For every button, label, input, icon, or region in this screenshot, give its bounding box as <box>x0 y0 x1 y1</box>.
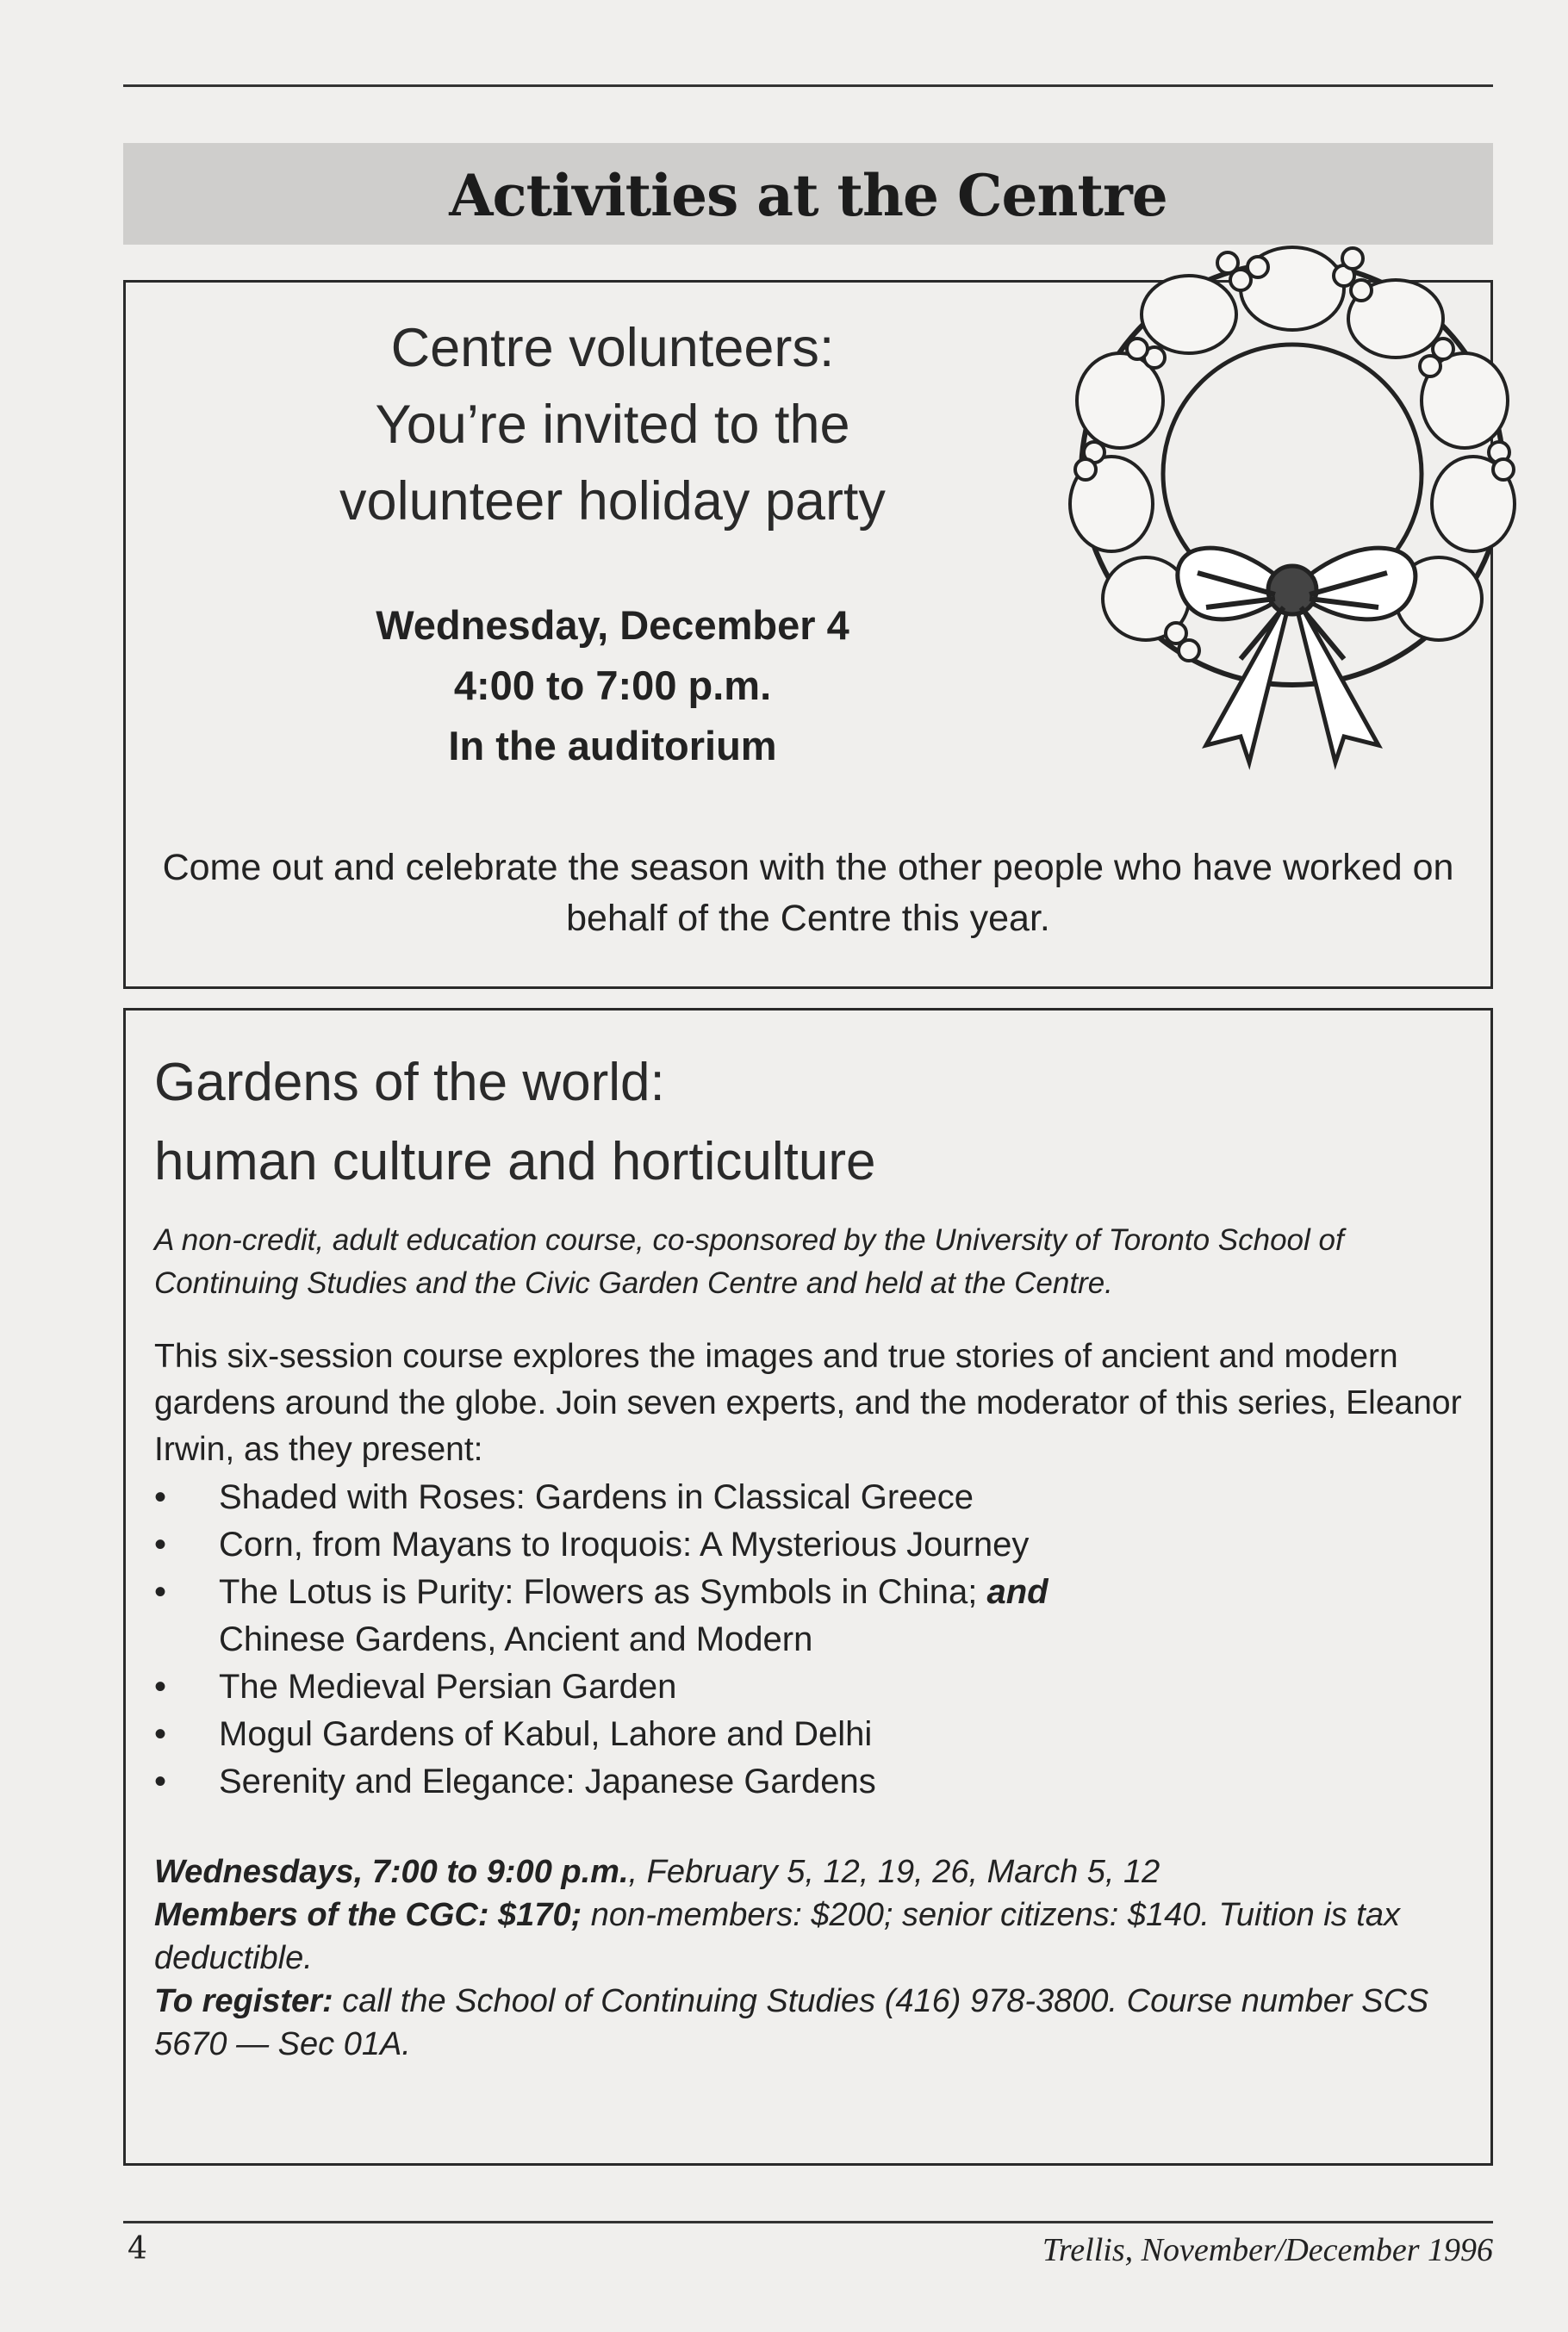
bullet-icon: • <box>154 1526 167 1564</box>
session-title: The Medieval Persian Garden <box>219 1668 677 1706</box>
holiday-wreath-illustration <box>1034 228 1542 771</box>
bullet-icon: • <box>154 1668 167 1706</box>
list-item <box>154 1711 1465 1758</box>
list-item <box>154 1521 1465 1569</box>
list-item <box>154 1663 1465 1711</box>
session-title: Mogul Gardens of Kabul, Lahore and Delhi <box>219 1715 873 1753</box>
course-intro: This six-session course explores the images and true stories of ancient and modern gardens around the globe. Join seven experts, and the moderator of this series, Eleanor Irwin, as they present: <box>154 1338 1462 1468</box>
list-item <box>154 1474 1465 1521</box>
course-heading-line: Gardens of the world: <box>154 1053 665 1112</box>
session-title: Serenity and Elegance: Japanese Gardens <box>219 1763 876 1800</box>
course-heading <box>154 1043 875 1202</box>
page-number: 4 <box>128 2231 147 2267</box>
course-schedule: Wednesdays, 7:00 to 9:00 p.m., February 5, 12, 19, 26, March 5, 12 <box>154 1854 1160 1890</box>
party-day: Wednesday, December 4 <box>376 602 849 648</box>
list-item <box>154 1758 1465 1806</box>
session-title: Corn, from Mayans to Iroquois: A Mysterious Journey <box>219 1526 1030 1564</box>
session-title-cont: Chinese Gardens, Ancient and Modern <box>219 1620 813 1658</box>
course-heading-line: human culture and horticulture <box>154 1132 876 1191</box>
session-title: Shaded with Roses: Gardens in Classical Greece <box>219 1478 974 1516</box>
list-item <box>154 1569 1465 1663</box>
course-details <box>154 1850 1465 2066</box>
party-heading <box>126 310 1099 540</box>
party-time: 4:00 to 7:00 p.m. <box>453 662 772 708</box>
bullet-icon: • <box>154 1573 167 1611</box>
course-box <box>123 1008 1493 2166</box>
party-place: In the auditorium <box>448 723 777 768</box>
course-registration: To register: call the School of Continuing Studies (416) 978-3800. Course number SCS 5670 — Sec 01A. <box>154 1983 1429 2062</box>
session-and: and <box>986 1573 1048 1611</box>
bottom-rule <box>123 2221 1493 2223</box>
top-rule <box>123 84 1493 87</box>
bullet-icon: • <box>154 1715 167 1753</box>
session-list <box>154 1474 1465 1806</box>
session-title: The Lotus is Purity: Flowers as Symbols in China; <box>219 1573 987 1611</box>
publication-footer: Trellis, November/December 1996 <box>1042 2232 1493 2268</box>
course-subtitle: A non-credit, adult education course, co-sponsored by the University of Toronto School of Continuing Studies and the Civic Garden Centre and held at the Centre. <box>154 1223 1344 1300</box>
party-heading-line: You’re invited to the <box>375 395 850 455</box>
bullet-icon: • <box>154 1478 167 1516</box>
section-title: Activities at the Centre <box>449 162 1167 229</box>
party-heading-line: Centre volunteers: <box>390 318 835 378</box>
party-heading-line: volunteer holiday party <box>339 471 886 532</box>
bullet-icon: • <box>154 1763 167 1800</box>
course-fees: Members of the CGC: $170; non-members: $200; senior citizens: $140. Tuition is tax deductible. <box>154 1897 1400 1976</box>
party-description: Come out and celebrate the season with the other people who have worked on behalf of the Centre this year. <box>162 847 1454 939</box>
